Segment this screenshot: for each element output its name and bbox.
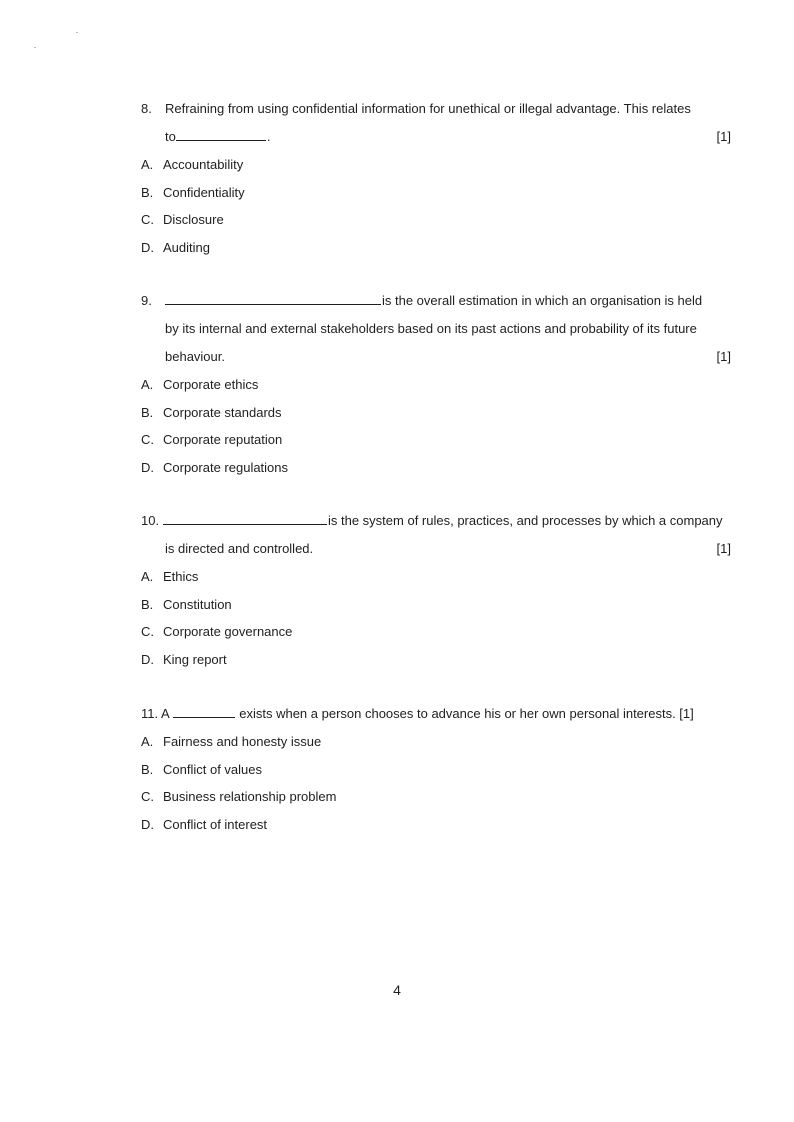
option-b: [141, 179, 731, 207]
question-10: [141, 507, 731, 673]
question-number: 8.: [141, 101, 152, 116]
option-letter: D.: [141, 651, 154, 667]
question-text: A: [161, 706, 169, 721]
option-text: Corporate regulations: [163, 459, 289, 475]
option-a: [141, 728, 731, 756]
question-number: 9.: [141, 293, 152, 308]
marks-label: [1]: [716, 541, 731, 556]
option-letter: B.: [141, 404, 154, 420]
question-stem-continued: [141, 315, 731, 343]
question-text: is the system of rules, practices, and processes by which a company: [328, 513, 723, 528]
question-stem-continued: [141, 535, 731, 563]
option-letter: B.: [141, 596, 154, 612]
option-b: [141, 399, 731, 427]
scan-speck: [76, 32, 78, 33]
question-text: is directed and controlled.: [165, 541, 314, 556]
option-letter: C.: [141, 432, 154, 447]
option-text: Ethics: [163, 569, 199, 584]
option-text: King report: [163, 651, 227, 667]
answer-blank: [176, 126, 266, 141]
option-letter: B.: [141, 761, 154, 777]
option-text: Business relationship problem: [163, 789, 337, 804]
question-stem-continued: [141, 343, 731, 371]
page-number: 4: [393, 982, 401, 998]
options-list: [141, 728, 731, 838]
option-text: Auditing: [163, 239, 210, 255]
question-number: 10.: [141, 513, 160, 528]
option-letter: C.: [141, 789, 154, 804]
option-a: [141, 371, 731, 399]
question-8: [141, 95, 731, 261]
question-text: Refraining from using confidential information for unethical or illegal advantage. This relates: [165, 101, 691, 116]
answer-blank: [173, 703, 235, 718]
scan-speck: [34, 47, 36, 48]
question-text: is the overall estimation in which an organisation is held: [382, 293, 703, 308]
option-a: [141, 563, 731, 591]
option-letter: D.: [141, 816, 154, 832]
option-text: Disclosure: [163, 212, 224, 227]
option-c: [141, 206, 731, 234]
option-d: [141, 646, 731, 674]
option-text: Fairness and honesty issue: [163, 734, 322, 749]
option-d: [141, 454, 731, 482]
option-text: Corporate governance: [163, 624, 293, 639]
option-b: [141, 756, 731, 784]
question-stem: [141, 287, 731, 315]
options-list: [141, 151, 731, 261]
option-letter: C.: [141, 212, 154, 227]
answer-blank: [165, 290, 381, 305]
option-text: Confidentiality: [163, 184, 245, 200]
question-stem-continued: [141, 123, 731, 151]
option-text: Conflict of values: [163, 761, 262, 777]
question-stem: [141, 507, 731, 535]
question-stem: [141, 700, 731, 728]
question-text: .: [266, 129, 271, 144]
question-number: 11.: [141, 706, 159, 721]
option-text: Accountability: [163, 157, 244, 172]
option-a: [141, 151, 731, 179]
option-text: Corporate ethics: [163, 377, 259, 392]
question-text: to: [165, 129, 176, 144]
option-text: Corporate standards: [163, 404, 282, 420]
marks-label: [1]: [716, 349, 731, 364]
option-c: [141, 783, 731, 811]
question-text: exists when a person chooses to advance his or her own personal interests. [1]: [239, 706, 694, 721]
question-9: [141, 287, 731, 481]
option-c: [141, 426, 731, 454]
option-letter: A.: [141, 569, 154, 584]
question-11: [141, 700, 731, 838]
question-text: behaviour.: [165, 349, 225, 364]
option-b: [141, 591, 731, 619]
option-letter: D.: [141, 239, 154, 255]
option-text: Conflict of interest: [163, 816, 268, 832]
option-text: Constitution: [163, 596, 232, 612]
option-d: [141, 811, 731, 839]
option-letter: A.: [141, 377, 154, 392]
answer-blank: [163, 510, 327, 525]
option-letter: A.: [141, 157, 154, 172]
option-c: [141, 618, 731, 646]
option-letter: C.: [141, 624, 154, 639]
option-d: [141, 234, 731, 262]
option-letter: B.: [141, 184, 154, 200]
option-letter: D.: [141, 459, 154, 475]
options-list: [141, 371, 731, 481]
question-text: by its internal and external stakeholders based on its past actions and probability of its future: [165, 321, 697, 336]
question-stem: [141, 95, 731, 123]
options-list: [141, 563, 731, 673]
option-letter: A.: [141, 734, 154, 749]
option-text: Corporate reputation: [163, 432, 283, 447]
marks-label: [1]: [716, 129, 731, 144]
